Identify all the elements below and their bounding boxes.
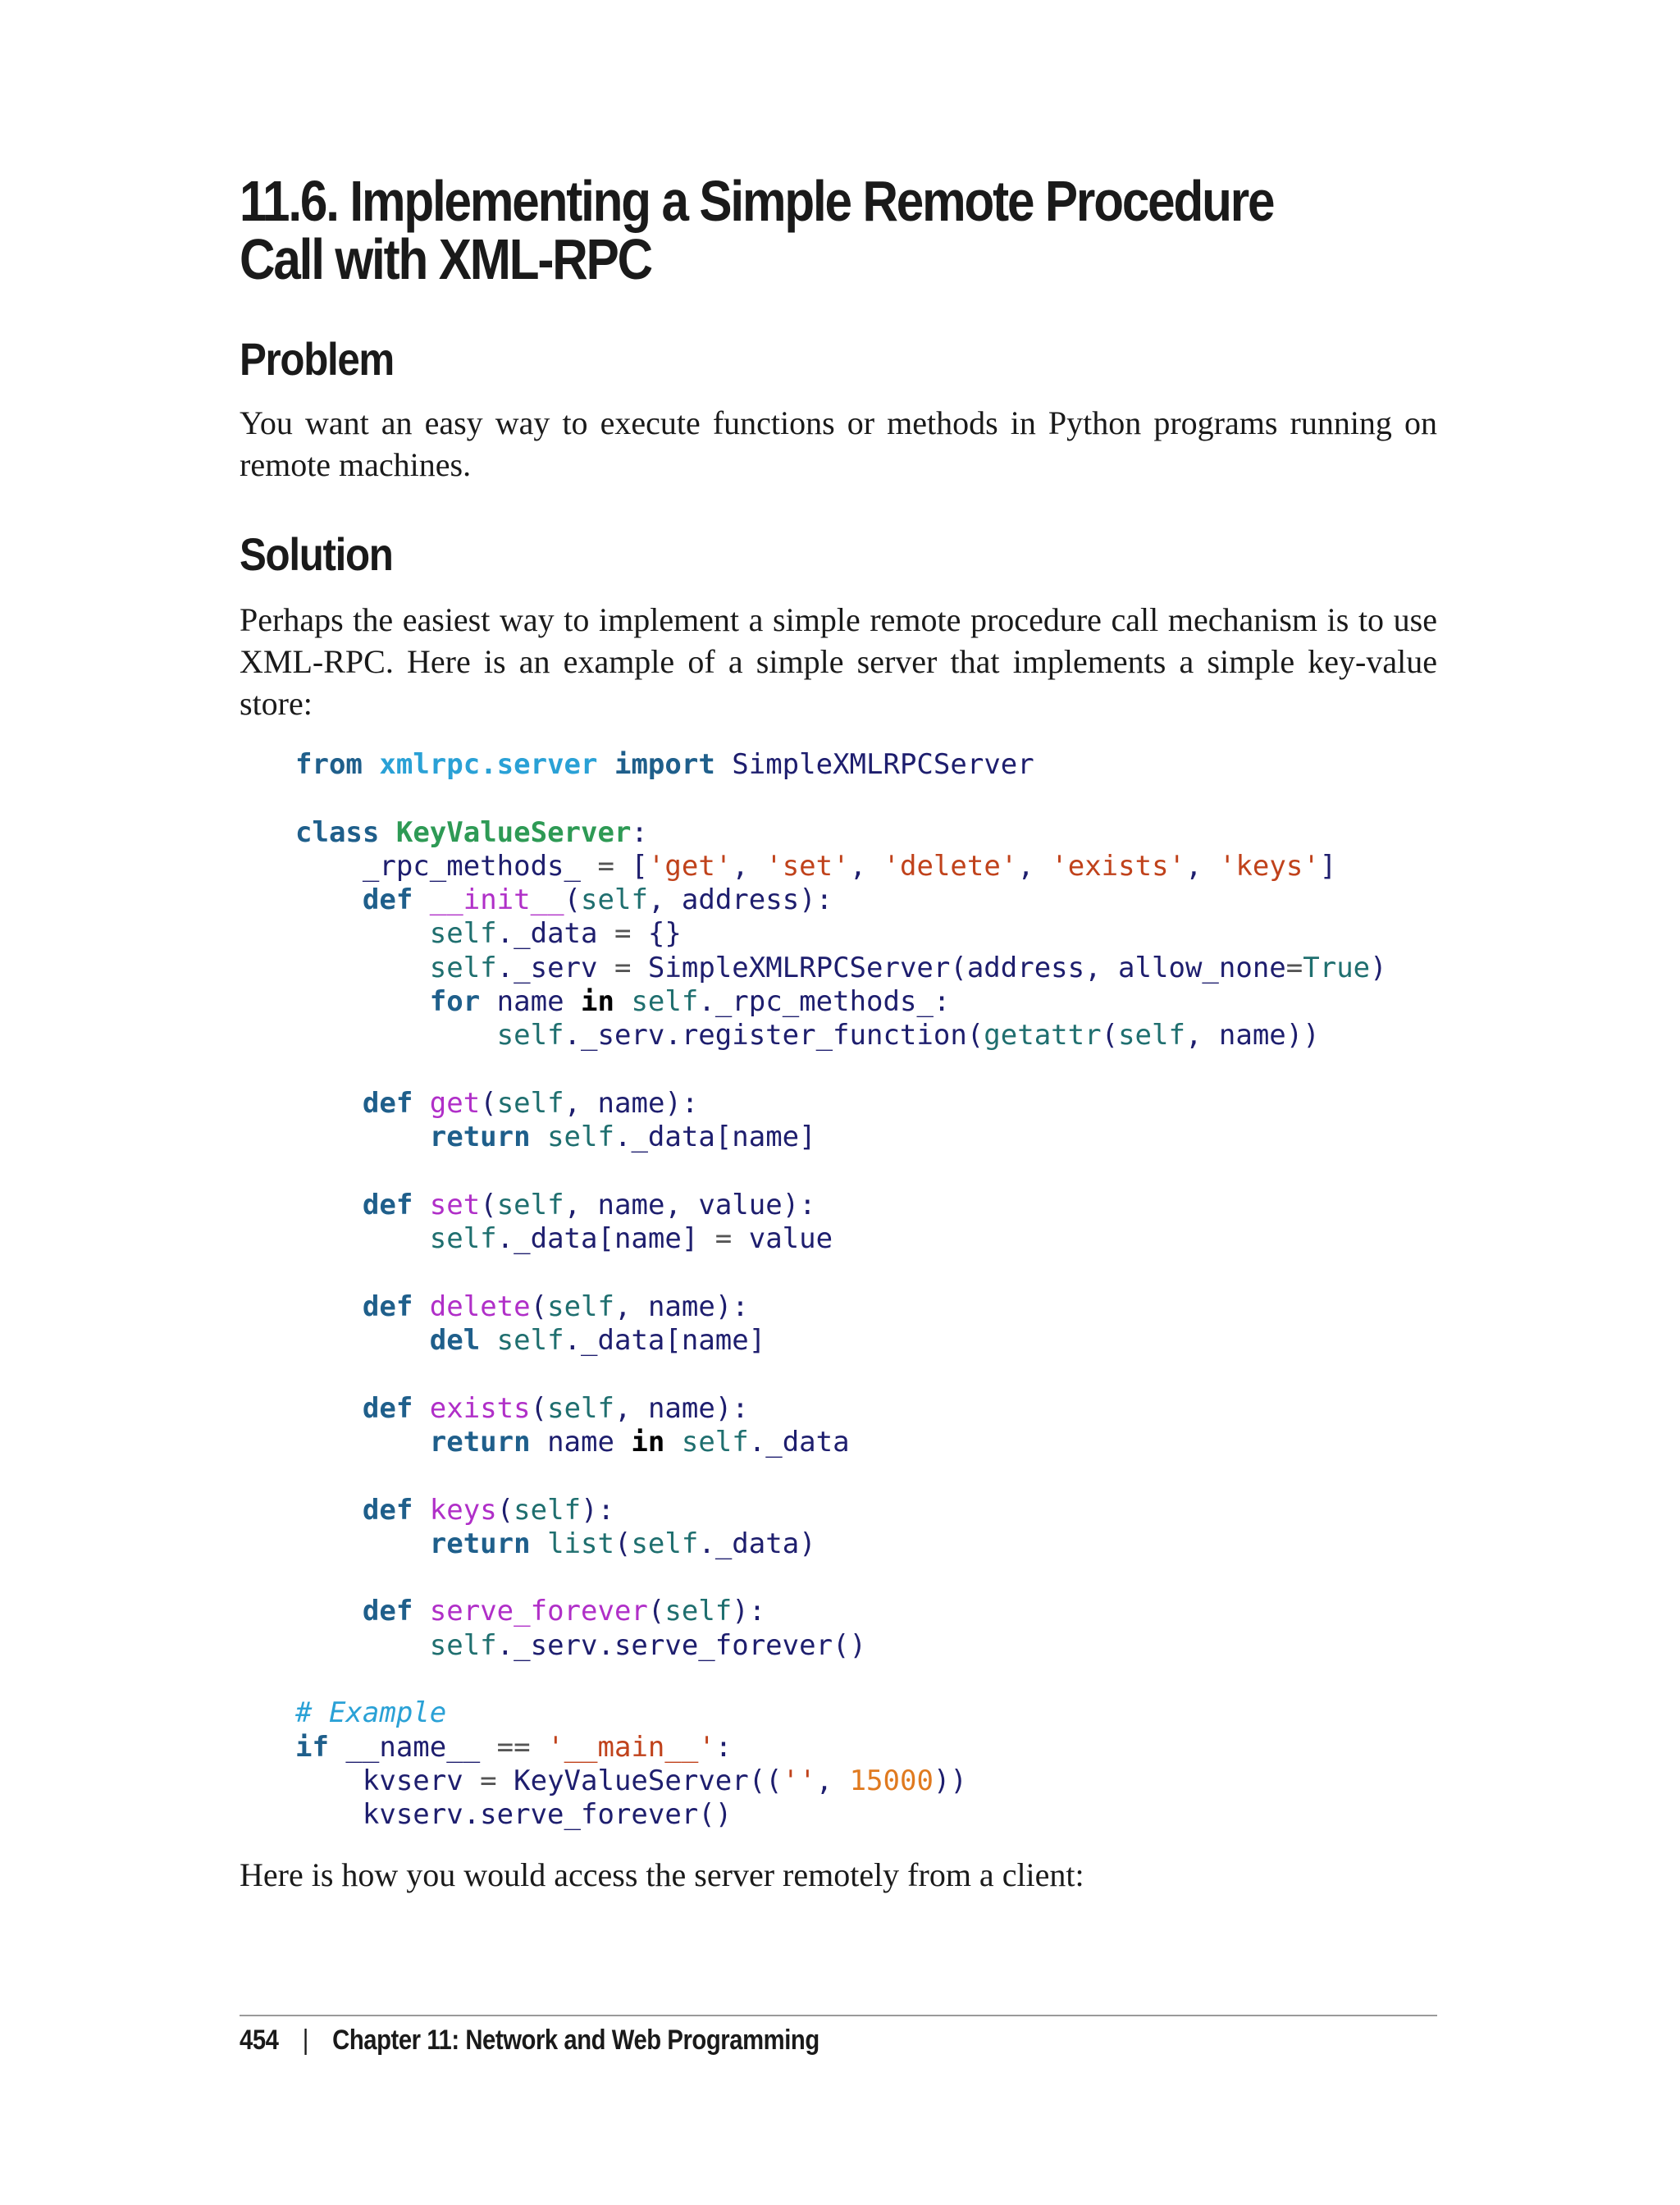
code-token: delete <box>429 1290 531 1323</box>
code-token: self <box>681 1425 749 1459</box>
code-token: = <box>714 1222 733 1256</box>
code-token: __init__ <box>429 883 564 917</box>
code-token: 'get' <box>647 849 733 883</box>
code-token: ( <box>1101 1019 1119 1052</box>
code-token: self <box>631 985 699 1019</box>
problem-text: You want an easy way to execute functions or methods in Python programs running on remote machines. <box>240 404 1437 483</box>
code-token: if <box>295 1730 329 1764</box>
code-token: self <box>496 1086 564 1120</box>
code-line <box>295 782 1387 815</box>
code-line <box>295 917 1387 951</box>
code-line <box>295 1426 1387 1459</box>
recipe-title: 11.6. Implementing a Simple Remote Procedure Call with XML-RPC <box>240 169 1274 292</box>
code-token: self <box>429 917 497 951</box>
code-token: KeyValueServer <box>395 815 632 849</box>
code-token <box>295 1595 363 1628</box>
code-token <box>295 1629 430 1662</box>
code-token <box>664 1426 681 1459</box>
page-footer <box>240 2025 819 2057</box>
code-token: ._data <box>748 1425 850 1459</box>
solution-heading: Solution <box>240 528 393 580</box>
code-token: = <box>614 951 632 984</box>
code-token: , name, value): <box>564 1188 816 1221</box>
code-token: ._data[name] <box>614 1121 816 1154</box>
code-token: def <box>362 1086 413 1120</box>
code-line <box>295 1189 1387 1222</box>
code-token <box>413 1189 429 1221</box>
code-token: kvserv <box>295 1764 481 1797</box>
code-token: 'keys' <box>1218 849 1320 883</box>
code-token: self <box>547 1121 614 1154</box>
code-token: , address): <box>647 883 833 917</box>
code-token: ( <box>480 1086 497 1120</box>
code-token: ._data) <box>698 1527 816 1560</box>
code-token: ._serv.serve_forever() <box>496 1628 866 1662</box>
code-line <box>295 1798 1387 1832</box>
code-token: , <box>732 849 766 883</box>
code-token <box>531 1527 547 1560</box>
code-token <box>413 1290 429 1323</box>
code-token: in <box>631 1425 665 1459</box>
code-token: '' <box>782 1764 816 1797</box>
code-token <box>295 1121 430 1153</box>
code-line <box>295 1629 1387 1663</box>
code-token: 15000 <box>849 1764 934 1797</box>
code-token: ( <box>530 1391 548 1425</box>
code-token: set <box>429 1188 481 1221</box>
code-token: ): <box>732 1595 766 1628</box>
code-token: name <box>480 985 582 1019</box>
code-token: def <box>362 1595 413 1628</box>
code-token <box>413 1087 429 1120</box>
code-token: return <box>429 1425 531 1459</box>
code-token <box>363 748 379 781</box>
code-line <box>295 1595 1387 1628</box>
code-token: self <box>631 1527 699 1560</box>
code-token: [ <box>614 849 648 883</box>
code-token: import <box>614 748 715 781</box>
code-token: name <box>530 1425 632 1459</box>
code-line <box>295 1358 1387 1391</box>
code-line <box>295 850 1387 883</box>
code-token: self <box>429 1222 497 1256</box>
code-token <box>413 1595 429 1628</box>
code-token: xmlrpc.server <box>379 748 598 781</box>
code-token: {} <box>631 917 682 951</box>
code-token: ._data[name] <box>564 1324 766 1358</box>
code-token <box>295 1222 430 1255</box>
code-token: def <box>362 1493 413 1527</box>
code-token: ._rpc_methods_: <box>698 985 951 1019</box>
code-token: ): <box>581 1493 615 1527</box>
code-line <box>295 1053 1387 1087</box>
code-token: self <box>429 951 497 984</box>
code-line <box>295 816 1387 850</box>
code-token: self <box>547 1391 614 1425</box>
code-line <box>295 1527 1387 1561</box>
code-token: self <box>429 1628 497 1662</box>
code-token: ( <box>647 1595 665 1628</box>
code-token: serve_forever <box>429 1595 648 1628</box>
code-token <box>295 952 430 984</box>
code-token: _rpc_methods_ <box>295 849 598 883</box>
code-token <box>295 1290 363 1323</box>
code-token <box>597 748 614 781</box>
code-line <box>295 985 1387 1019</box>
code-token <box>413 883 429 916</box>
code-line <box>295 1087 1387 1121</box>
code-token: = <box>597 849 614 883</box>
code-token <box>531 1121 547 1153</box>
code-token: ( <box>614 1527 632 1560</box>
code-token: ._serv.register_function( <box>564 1019 984 1052</box>
code-line <box>295 1663 1387 1696</box>
code-token <box>413 1494 429 1527</box>
code-token: return <box>429 1121 531 1154</box>
code-token <box>295 1426 430 1459</box>
code-token: = <box>1285 951 1303 984</box>
code-token: ._serv <box>496 951 614 984</box>
code-token: == <box>496 1730 531 1764</box>
code-token: self <box>664 1595 733 1628</box>
code-token: value <box>732 1222 833 1256</box>
code-token <box>295 883 363 916</box>
code-token: self <box>496 1188 564 1221</box>
code-line <box>295 1764 1387 1798</box>
code-token: getattr <box>984 1019 1102 1052</box>
code-token: kvserv.serve_forever() <box>295 1798 733 1832</box>
code-token: , <box>815 1764 850 1797</box>
code-line <box>295 1459 1387 1493</box>
code-token: )) <box>933 1764 967 1797</box>
code-token: ._data[name] <box>496 1222 715 1256</box>
code-token: __name__ <box>328 1730 497 1764</box>
code-token <box>295 1324 430 1357</box>
code-token <box>295 1189 363 1221</box>
code-line <box>295 1121 1387 1154</box>
footer-divider <box>240 2015 1437 2016</box>
code-line <box>295 1256 1387 1290</box>
code-line <box>295 1494 1387 1527</box>
code-token: self <box>514 1493 582 1527</box>
code-token: self <box>1118 1019 1185 1052</box>
code-token: del <box>429 1324 481 1358</box>
code-line <box>295 883 1387 917</box>
code-token <box>614 985 631 1018</box>
code-line <box>295 952 1387 985</box>
code-token: exists <box>429 1391 531 1425</box>
code-token <box>295 1494 363 1527</box>
code-token: , name): <box>614 1391 749 1425</box>
code-token: self <box>496 1019 564 1052</box>
code-token: = <box>480 1764 497 1797</box>
code-token: 'delete' <box>883 849 1018 883</box>
code-line <box>295 1324 1387 1358</box>
code-line <box>295 1561 1387 1595</box>
code-token: ( <box>496 1493 514 1527</box>
code-line <box>295 1731 1387 1764</box>
code-token <box>413 1392 429 1425</box>
code-token <box>295 1392 363 1425</box>
code-token: , <box>849 849 883 883</box>
code-token <box>295 1087 363 1120</box>
code-token: True <box>1303 951 1371 984</box>
page-number: 454 <box>240 2025 279 2056</box>
code-token: KeyValueServer(( <box>496 1764 783 1797</box>
code-line <box>295 1696 1387 1730</box>
code-token: def <box>362 1188 413 1221</box>
code-token: 'set' <box>765 849 850 883</box>
code-token <box>480 1324 496 1357</box>
code-token <box>295 917 430 950</box>
code-token <box>295 1527 430 1560</box>
code-token: ( <box>530 1290 548 1323</box>
code-token: self <box>496 1324 564 1358</box>
code-token: ( <box>564 883 582 917</box>
code-token: SimpleXMLRPCServer <box>714 748 1034 781</box>
code-token: : <box>631 815 648 849</box>
code-token: def <box>362 883 413 917</box>
code-token: # Example <box>295 1696 447 1730</box>
solution-intro: Perhaps the easiest way to implement a simple remote procedure call mechanism is to use XML-RPC. Here is an example of a simple server that implements a simple key-value store: <box>240 601 1437 722</box>
code-token: , name)) <box>1185 1019 1320 1052</box>
code-token <box>379 816 395 849</box>
code-line <box>295 1222 1387 1256</box>
problem-heading: Problem <box>240 333 394 385</box>
code-token: , <box>1017 849 1052 883</box>
footer-separator: | <box>302 2025 308 2056</box>
code-token: for <box>429 985 481 1019</box>
code-token: def <box>362 1391 413 1425</box>
code-token: class <box>295 815 380 849</box>
code-token: self <box>581 883 648 917</box>
code-token: : <box>714 1730 733 1764</box>
code-token: = <box>614 917 632 951</box>
code-line <box>295 1019 1387 1052</box>
code-token: get <box>429 1086 481 1120</box>
code-listing <box>295 748 1387 1833</box>
code-token: return <box>429 1527 531 1560</box>
code-token <box>295 985 430 1018</box>
code-token: , name): <box>564 1086 699 1120</box>
code-token <box>531 1731 547 1764</box>
code-token: from <box>295 748 363 781</box>
code-token: '__main__' <box>547 1730 715 1764</box>
code-line <box>295 748 1387 782</box>
code-token: ) <box>1370 951 1387 984</box>
client-intro-text: Here is how you would access the server remotely from a client: <box>240 1856 1084 1893</box>
code-line <box>295 1290 1387 1324</box>
code-line <box>295 1155 1387 1189</box>
code-token: list <box>547 1527 614 1560</box>
code-token: self <box>547 1290 614 1323</box>
code-token: SimpleXMLRPCServer(address, allow_none <box>631 951 1286 984</box>
code-token: , name): <box>614 1290 749 1323</box>
code-token: keys <box>429 1493 497 1527</box>
code-token: def <box>362 1290 413 1323</box>
footer-chapter-title: Chapter 11: Network and Web Programming <box>332 2025 819 2056</box>
code-token: ] <box>1319 849 1337 883</box>
code-token: , <box>1185 849 1219 883</box>
code-token: ( <box>480 1188 497 1221</box>
code-token: in <box>581 985 614 1019</box>
code-token <box>295 1019 497 1052</box>
code-line <box>295 1392 1387 1426</box>
code-token: ._data <box>496 917 614 951</box>
code-token: 'exists' <box>1051 849 1186 883</box>
